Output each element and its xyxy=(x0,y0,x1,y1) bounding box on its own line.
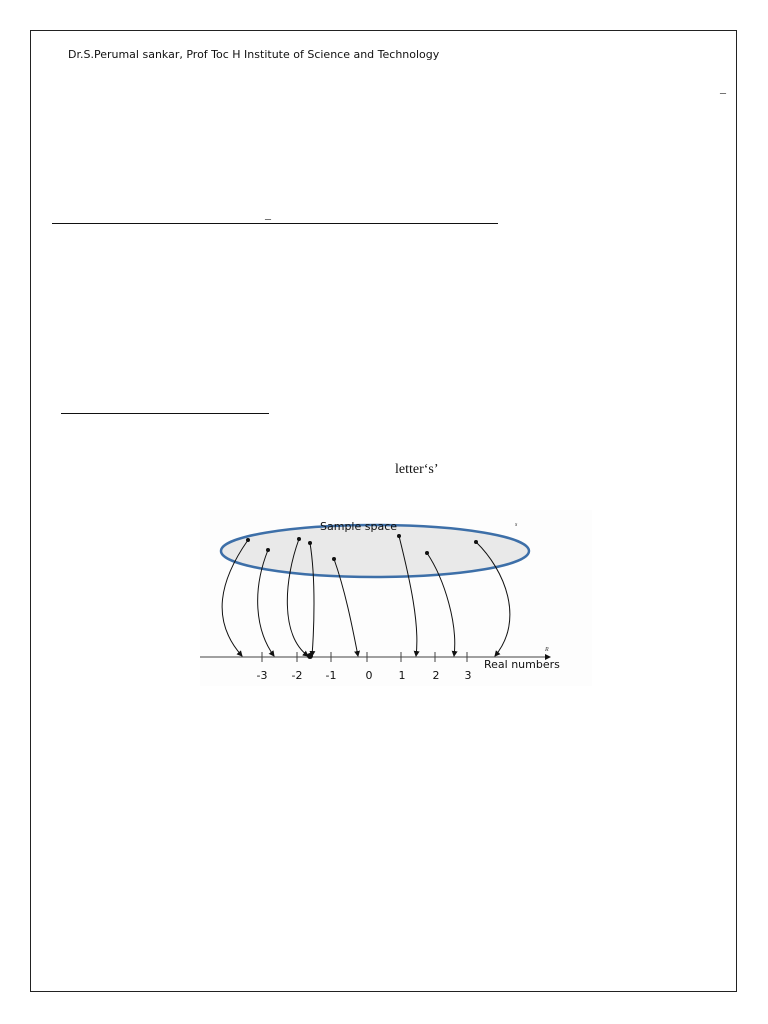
letter-s-text: letter‘s’ xyxy=(395,462,439,477)
dash-mark: – xyxy=(265,211,271,225)
dash-mark: – xyxy=(720,85,726,99)
tick-label: -3 xyxy=(256,669,268,682)
tick-label: 3 xyxy=(464,669,472,682)
heading-underline xyxy=(52,223,498,224)
tick-label: 2 xyxy=(432,669,440,682)
tick-label: 1 xyxy=(398,669,406,682)
mapping-diagram xyxy=(200,510,592,686)
axis-label: Real numbers xyxy=(484,658,560,671)
tick-label: -2 xyxy=(291,669,303,682)
tick-label: 0 xyxy=(365,669,373,682)
random-variable-figure xyxy=(200,510,592,686)
sample-space-symbol: s xyxy=(515,522,518,528)
sample-space-label: Sample space xyxy=(320,520,398,533)
heading-underline xyxy=(61,413,269,414)
axis-symbol: R xyxy=(545,647,549,653)
page-header: Dr.S.Perumal sankar, Prof Toc H Institute of Science and Technology xyxy=(68,48,440,61)
tick-label: -1 xyxy=(325,669,337,682)
